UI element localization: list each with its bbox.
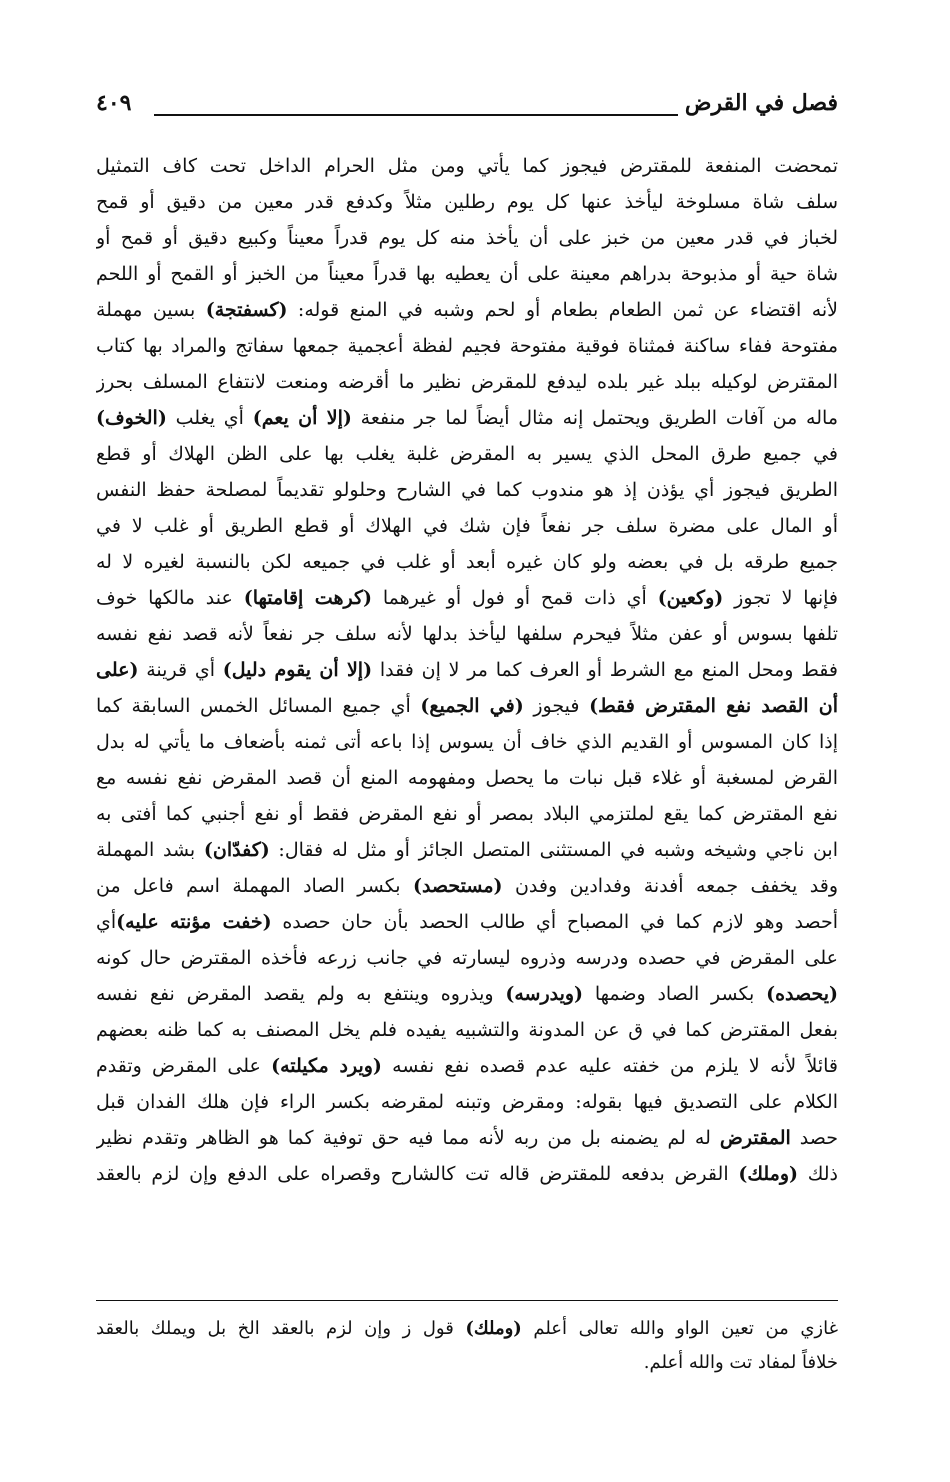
text-run: إذا كان المسوس أو القديم الذي خاف أن يسوس إذا باعه أتى ثمنه بأضعاف ما يأتي له بدل	[96, 731, 838, 753]
body-line	[96, 580, 838, 616]
body-line	[96, 220, 838, 256]
text-run: الطريق فيجوز أي يؤذن إذ هو مندوب كما في الشارح وحلولو تقديماً لمصلحة حفظ النفس	[96, 479, 838, 501]
bold-term: (وملك)	[738, 1163, 798, 1185]
text-run: تلفها بسوس أو عفن مثلاً فيحرم سلفها ليأخذ بدلها لأنه سلف جر نفعاً لأنه قصد نفع نفسه	[96, 623, 838, 645]
bold-term: (ويرد مكيلته)	[271, 1055, 382, 1077]
running-header	[96, 84, 838, 124]
bold-term: (ويدرسه)	[505, 983, 584, 1005]
body-line	[96, 1084, 838, 1120]
body-line	[96, 904, 838, 940]
text-run: ذلك	[797, 1163, 838, 1185]
footnote-line	[96, 1312, 838, 1346]
body-line	[96, 796, 838, 832]
text-run: أي يغلب	[166, 407, 253, 429]
text-run: لخباز في قدر معين من خبز على أن يأخذ منه كل يوم قدراً معيناً وكبيع دقيق أو قمح أو	[96, 227, 838, 249]
bold-term: (مستحصد)	[412, 875, 503, 897]
body-line	[96, 940, 838, 976]
body-line	[96, 1156, 838, 1192]
body-line	[96, 832, 838, 868]
body-line	[96, 688, 838, 724]
body-line	[96, 724, 838, 760]
text-run: أو المال على مضرة سلف جر نفعاً فإن شك في الهلاك أو قطع الطريق أو غلب لا في	[96, 515, 838, 537]
bold-term: (الخوف)	[96, 407, 167, 429]
body-line	[96, 652, 838, 688]
bold-term: (كرهت إقامتها)	[243, 587, 372, 609]
body-line	[96, 1048, 838, 1084]
body-line	[96, 868, 838, 904]
bold-term: (وكعين)	[657, 587, 724, 609]
text-run: بكسر الصاد المهملة اسم فاعل من	[96, 875, 413, 897]
body-line	[96, 328, 838, 364]
bold-term: (يحصده)	[766, 983, 838, 1005]
text-run: سلف شاة مسلوخة ليأخذ عنها كل يوم رطلين مثلاً وكدفع قدر معين من دقيق أو قمح	[96, 191, 838, 213]
body-line	[96, 976, 838, 1012]
text-run: فقط ومحل المنع مع الشرط أو العرف كما مر لا إن فقدا	[372, 659, 838, 681]
body-line	[96, 256, 838, 292]
body-line	[96, 436, 838, 472]
page-number: ٤٠٩	[96, 90, 132, 116]
text-run: بشد المهملة	[96, 839, 204, 861]
text-run: نفع المقترض كما يقع لملتزمي البلاد بمصر أو نفع المقرض فقط أو نفع أجنبي كما أفتى به	[96, 803, 838, 825]
body-line	[96, 1120, 838, 1156]
text-run: ابن ناجي وشيخه وشبه في المستثنى المتصل الجائز أو مثل له فقال:	[269, 839, 838, 861]
text-run: له لم يضمنه بل من ربه لأنه مما فيه حق توفية كما هو الظاهر وتقدم نظير	[96, 1127, 720, 1149]
body-line	[96, 292, 838, 328]
text-run: فيجوز	[523, 695, 590, 717]
body-line	[96, 364, 838, 400]
text-run: المقترض لوكيله ببلد غير بلده ليدفع للمقرض نظير ما أقرضه ومنعت لانتفاع المسلف بحرز	[96, 371, 838, 393]
body-line	[96, 1012, 838, 1048]
footnote-line	[96, 1346, 838, 1380]
text-run: على المقرض في حصده ودرسه وذروه ليسارته في جانب زرعه فأخذه المقترض حال كونه	[96, 947, 838, 969]
bold-term: (خفت مؤنته عليه)	[116, 911, 272, 933]
bold-term: (كفدّان)	[203, 839, 270, 861]
text-run: أي جميع المسائل الخمس السابقة كما	[96, 695, 421, 717]
bold-term: أن القصد نفع المقترض فقط)	[589, 695, 838, 717]
text-run: تمحضت المنفعة للمقترض فيجوز كما يأتي ومن مثل الحرام الداخل تحت كاف التمثيل	[96, 155, 838, 177]
text-run: أي قرينة	[138, 659, 223, 681]
text-run: بفعل المقترض كما في ق عن المدونة والتشبيه يفيده فلم يخل المصنف به كما ظنه بعضهم	[96, 1019, 838, 1041]
text-run: القرض بدفعه للمقترض قاله تت كالشارح وقصراه على الدفع وإن لزم بالعقد	[96, 1163, 739, 1185]
text-run: أحصد وهو لازم كما في المصباح أي طالب الحصد بأن حان حصده	[271, 911, 838, 933]
text-run: ويذروه وينتفع به ولم يقصد المقرض نفع نفسه	[96, 983, 506, 1005]
text-run: حصد	[790, 1127, 838, 1149]
text-run: القرض لمسغبة أو غلاء قبل نبات ما يحصل ومفهومه المنع أن قصد المقرض نفع نفسه مع	[96, 767, 838, 789]
text-run: عند مالكها خوف	[96, 587, 244, 609]
text-run: غازي من تعين الواو والله تعالى أعلم	[521, 1318, 838, 1339]
text-run: بكسر الصاد وضمها	[583, 983, 767, 1005]
text-run: وقد يخفف جمعه أفدنة وفدادين وفدن	[502, 875, 838, 897]
body-line	[96, 508, 838, 544]
text-run: جميع طرقه بل في بعضه ولو كان غيره أبعد أو غلب في جميعه لكن بالنسبة لغيره لا له	[96, 551, 838, 573]
bold-term: (كسفتجة)	[205, 299, 288, 321]
main-text	[96, 148, 838, 1192]
text-run: شاة حية أو مذبوحة بدراهم معينة على أن يعطيه بها قدراً معيناً من الخبز أو القمح أو اللحم	[96, 263, 838, 285]
text-run: قائلاً لأنه لا يلزم من خفته عليه عدم قصده نفع نفسه	[381, 1055, 838, 1077]
body-line	[96, 184, 838, 220]
bold-term: (في الجميع)	[420, 695, 524, 717]
bold-term: (إلا أن يقوم دليل)	[222, 659, 373, 681]
bold-term: المقترض	[719, 1127, 791, 1149]
header-rule	[154, 114, 678, 116]
text-run: أي ذات قمح أو فول أو غيرهما	[371, 587, 658, 609]
text-run: خلافاً لمفاد تت والله أعلم.	[643, 1352, 838, 1373]
text-run: أي	[96, 911, 117, 933]
body-line	[96, 472, 838, 508]
text-run: مفتوحة ففاء ساكنة فمثناة فوقية مفتوحة فجيم لفظة أعجمية جمعها سفاتج والمراد بها كتاب	[96, 335, 838, 357]
footnote	[96, 1312, 838, 1380]
footnote-rule	[96, 1300, 838, 1301]
text-run: لأنه اقتضاء عن ثمن الطعام بطعام أو لحم وشبه في المنع قوله:	[287, 299, 838, 321]
body-line	[96, 148, 838, 184]
bold-term: (على	[96, 659, 139, 681]
text-run: بسين مهملة	[96, 299, 206, 321]
body-line	[96, 400, 838, 436]
text-run: على المقرض وتقدم	[96, 1055, 272, 1077]
chapter-title: فصل في القرض	[684, 90, 838, 116]
body-line	[96, 616, 838, 652]
text-run: في جميع طرق المحل الذي يسير به المقرض غلبة يغلب بها على الظن الهلاك أو قطع	[96, 443, 838, 465]
text-run: ماله من آفات الطريق ويحتمل إنه مثال أيضاً لما جر منفعة	[351, 407, 838, 429]
body-line	[96, 544, 838, 580]
body-line	[96, 760, 838, 796]
bold-term: (وملك)	[465, 1318, 522, 1339]
bold-term: (إلا أن يعم)	[252, 407, 352, 429]
text-run: فإنها لا تجوز	[723, 587, 838, 609]
text-run: الكلام على التصديق فيها بقوله: ومقرض وتبنه لمقرضه بكسر الراء فإن هلك الفدان قبل	[96, 1091, 838, 1113]
text-run: قول ز وإن لزم بالعقد الخ بل ويملك بالعقد	[96, 1318, 466, 1339]
